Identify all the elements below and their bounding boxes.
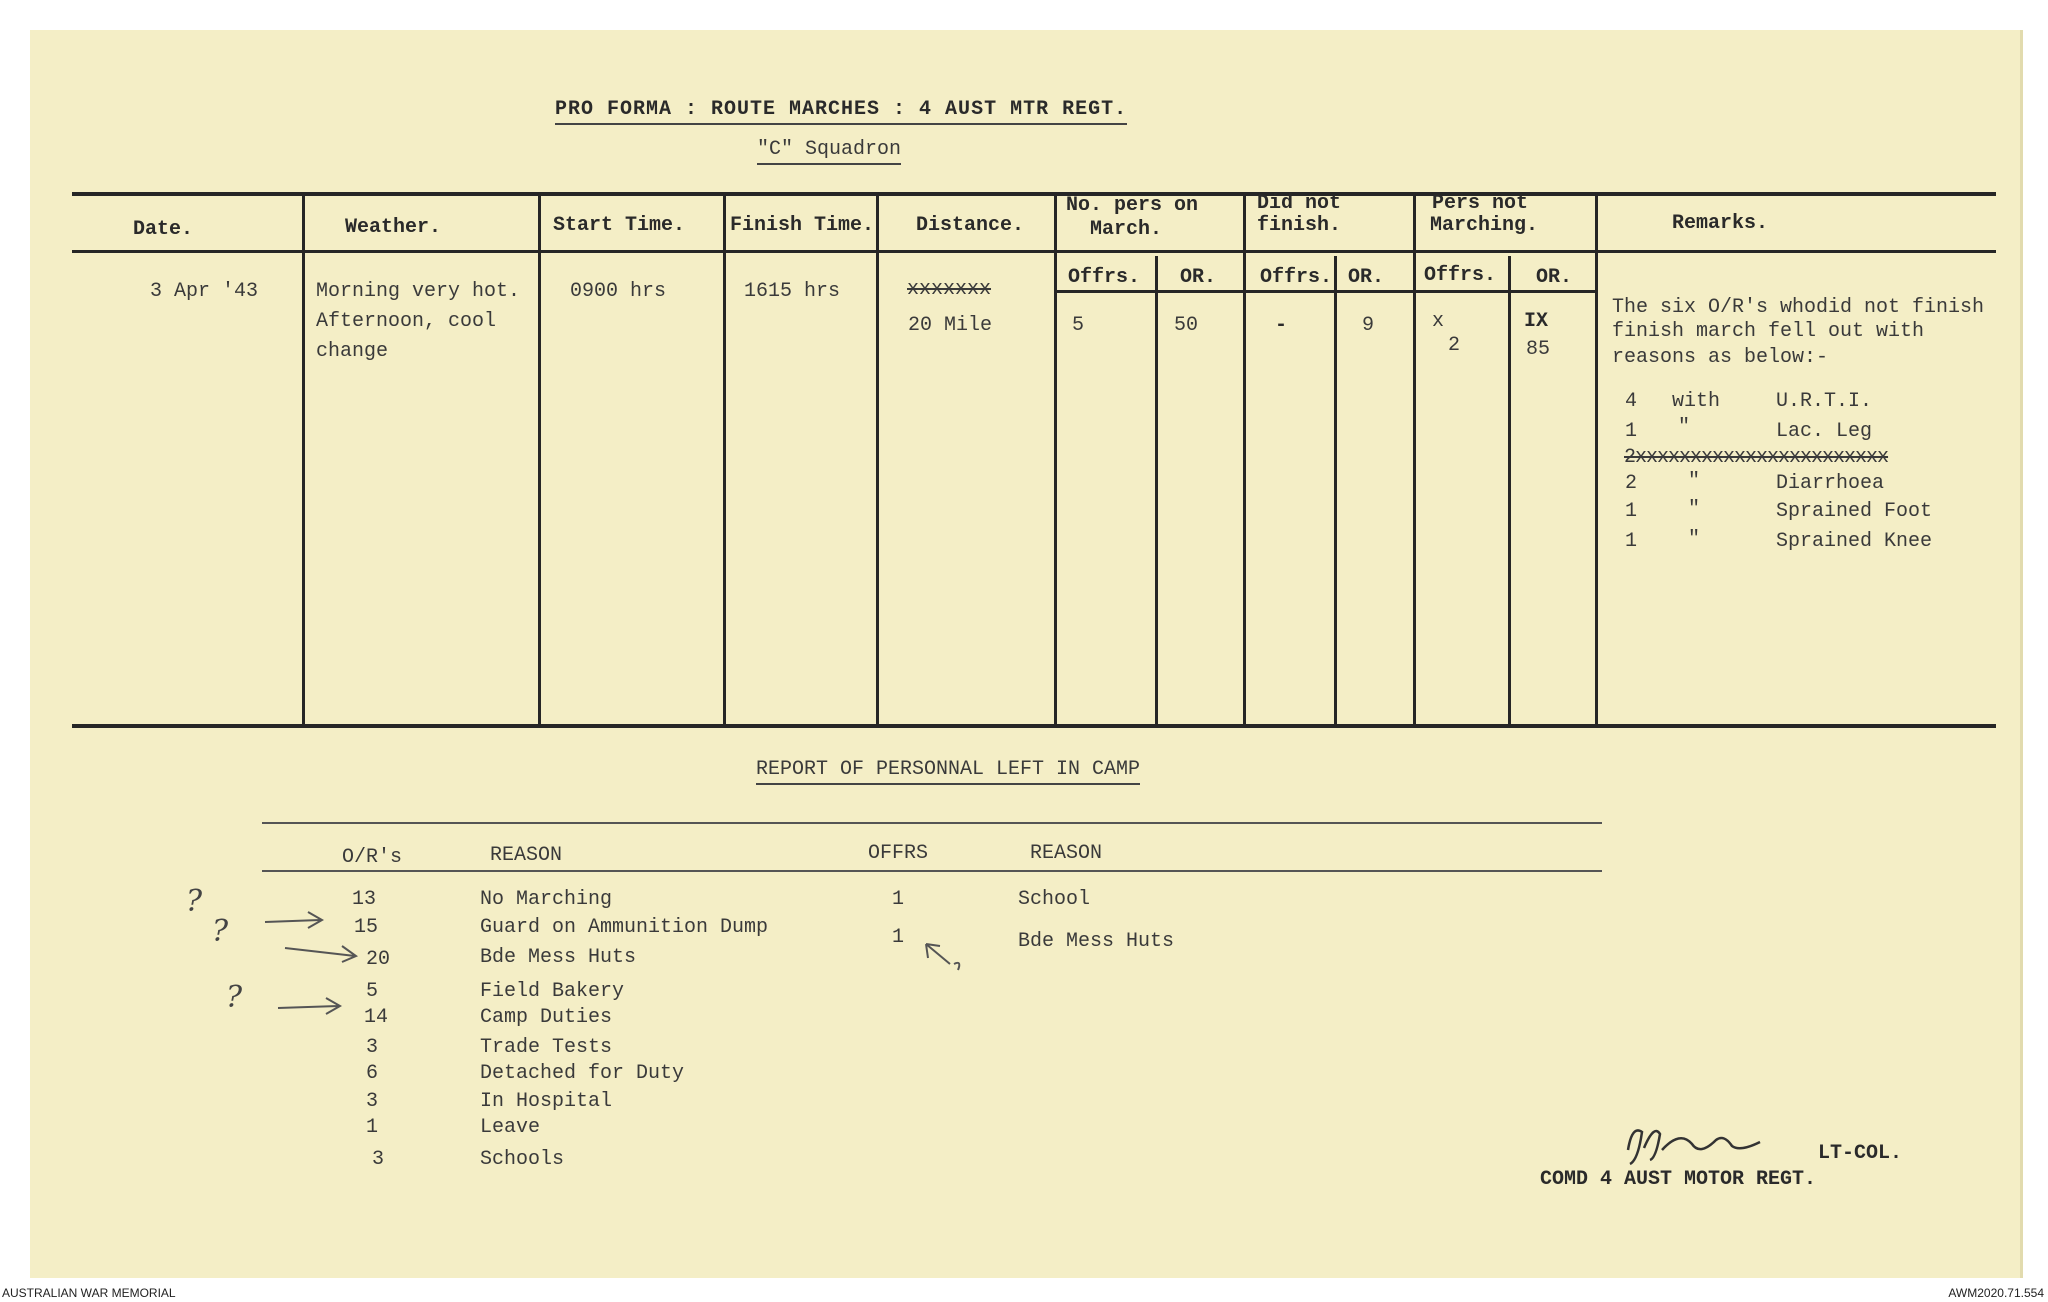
remark-item-count: 2: [1625, 472, 1638, 495]
col-divider: [1054, 192, 1057, 726]
remark-item-conj: ": [1688, 528, 1701, 551]
header-weather: Weather.: [345, 216, 442, 239]
row-distance: 20 Mile: [908, 314, 993, 337]
footer-left: AUSTRALIAN WAR MEMORIAL: [2, 1286, 176, 1300]
handwritten-question-mark: ?: [186, 884, 203, 919]
header-remarks: Remarks.: [1672, 212, 1769, 235]
row-date: 3 Apr '43: [150, 280, 259, 303]
row-dnf-offrs: -: [1275, 314, 1288, 337]
remark-struck-line: 2xxxxxxxxxxxxxxxxxxxxxxx: [1624, 446, 1889, 469]
remark-item-reason: Lac. Leg: [1776, 420, 1873, 443]
camp-or-count: 3: [366, 1036, 379, 1059]
remark-item-reason: Sprained Foot: [1776, 500, 1933, 523]
signature-rank: LT-COL.: [1818, 1142, 1903, 1165]
camp-offr-count: 1: [892, 926, 905, 949]
col-divider: [876, 192, 879, 726]
camp-or-reason: Detached for Duty: [480, 1062, 685, 1085]
remarks-line-3: reasons as below:-: [1612, 346, 1829, 369]
row-not-marching-or: 85: [1526, 338, 1551, 361]
subheader-offrs: Offrs.: [1260, 266, 1333, 289]
header-pers-on-march-2: March.: [1090, 218, 1163, 241]
col-divider: [1595, 192, 1598, 726]
camp-or-reason: Trade Tests: [480, 1036, 613, 1059]
subheader-or: OR.: [1348, 266, 1385, 289]
table-bottom-rule: [72, 724, 1996, 728]
remarks-line-1: The six O/R's whodid not finish: [1612, 296, 1985, 319]
camp-or-count: 14: [364, 1006, 389, 1029]
col-divider: [1508, 256, 1511, 726]
remarks-line-2: finish march fell out with: [1612, 320, 1925, 343]
camp-or-count: 3: [372, 1148, 385, 1171]
subheader-or: OR.: [1180, 266, 1217, 289]
col-divider: [723, 192, 726, 726]
col-divider: [538, 192, 541, 726]
row-start-time: 0900 hrs: [570, 280, 667, 303]
camp-offr-reason: Bde Mess Huts: [1018, 930, 1175, 953]
row-dnf-or: 9: [1362, 314, 1375, 337]
squadron-subtitle: "C" Squadron: [757, 138, 901, 165]
camp-header-offrs: OFFRS: [868, 842, 929, 865]
remark-item-count: 1: [1625, 420, 1638, 443]
col-divider: [1413, 192, 1416, 726]
camp-report-title: REPORT OF PERSONNAL LEFT IN CAMP: [756, 758, 1140, 785]
camp-or-count: 15: [354, 916, 379, 939]
camp-or-reason: Guard on Ammunition Dump: [480, 916, 769, 939]
row-weather-1: Morning very hot.: [316, 280, 521, 303]
handwritten-arrows-icon: [260, 900, 380, 1020]
camp-or-reason: No Marching: [480, 888, 613, 911]
handwritten-arrow-icon: [920, 938, 970, 978]
row-on-march-or: 50: [1174, 314, 1199, 337]
row-distance-struck: xxxxxxx: [907, 278, 992, 301]
camp-or-count: 20: [366, 948, 391, 971]
table-top-rule: [72, 192, 1996, 196]
camp-or-reason: Leave: [480, 1116, 541, 1139]
row-on-march-offrs: 5: [1072, 314, 1085, 337]
camp-or-reason: Bde Mess Huts: [480, 946, 637, 969]
document-title: PRO FORMA : ROUTE MARCHES : 4 AUST MTR REGT.: [555, 98, 1127, 125]
row-finish-time: 1615 hrs: [744, 280, 841, 303]
camp-or-count: 13: [352, 888, 377, 911]
col-divider: [1334, 256, 1337, 726]
handwritten-question-mark: ?: [212, 914, 229, 949]
remark-item-reason: U.R.T.I.: [1776, 390, 1873, 413]
subheader-offrs: Offrs.: [1068, 266, 1141, 289]
header-start-time: Start Time.: [553, 214, 686, 237]
remark-item-count: 4: [1625, 390, 1638, 413]
row-not-marching-offrs: 2: [1448, 334, 1461, 357]
camp-or-reason: Schools: [480, 1148, 565, 1171]
remark-item-conj: ": [1688, 470, 1701, 493]
camp-or-count: 3: [366, 1090, 379, 1113]
subheader-rule: [1054, 290, 1596, 293]
col-divider: [302, 192, 305, 726]
header-pers-on-march: No. pers on: [1066, 194, 1199, 217]
header-did-not-finish: Did not: [1257, 192, 1342, 215]
header-distance: Distance.: [916, 214, 1025, 237]
camp-offr-reason: School: [1018, 888, 1091, 911]
camp-or-count: 6: [366, 1062, 379, 1085]
signature-title: COMD 4 AUST MOTOR REGT.: [1540, 1168, 1817, 1191]
handwritten-question-mark: ?: [226, 980, 243, 1015]
camp-header-ors: O/R's: [342, 846, 403, 869]
table-header-rule: [72, 250, 1996, 253]
camp-or-reason: Field Bakery: [480, 980, 625, 1003]
header-did-not-finish-2: finish.: [1257, 214, 1342, 237]
camp-or-reason: In Hospital: [480, 1090, 613, 1113]
camp-report-header-rule: [262, 870, 1602, 872]
remark-item-reason: Sprained Knee: [1776, 530, 1933, 553]
row-weather-2: Afternoon, cool: [316, 310, 497, 333]
camp-or-reason: Camp Duties: [480, 1006, 613, 1029]
camp-offr-count: 1: [892, 888, 905, 911]
header-pers-not-marching-2: Marching.: [1430, 214, 1539, 237]
header-date: Date.: [133, 218, 194, 241]
row-not-marching-or-struck: IX: [1524, 310, 1549, 333]
remark-item-reason: Diarrhoea: [1776, 472, 1885, 495]
header-finish-time: Finish Time.: [730, 214, 875, 237]
remark-item-conj: ": [1678, 416, 1691, 439]
camp-header-reason: REASON: [490, 844, 563, 867]
remark-item-conj: ": [1688, 498, 1701, 521]
row-not-marching-offrs-struck: x: [1432, 310, 1445, 333]
footer-right: AWM2020.71.554: [1948, 1286, 2044, 1300]
row-weather-3: change: [316, 340, 389, 363]
remark-item-count: 1: [1625, 500, 1638, 523]
subheader-offrs: Offrs.: [1424, 264, 1497, 287]
signature-mark-icon: [1620, 1120, 1770, 1170]
camp-or-count: 1: [366, 1116, 379, 1139]
remark-item-count: 1: [1625, 530, 1638, 553]
remark-item-conj: with: [1672, 390, 1721, 413]
col-divider: [1155, 256, 1158, 726]
subheader-or: OR.: [1536, 266, 1573, 289]
camp-or-count: 5: [366, 980, 379, 1003]
header-pers-not-marching: Pers not: [1432, 192, 1529, 215]
col-divider: [1243, 192, 1246, 726]
camp-report-top-rule: [262, 822, 1602, 824]
camp-header-offrs-reason: REASON: [1030, 842, 1103, 865]
